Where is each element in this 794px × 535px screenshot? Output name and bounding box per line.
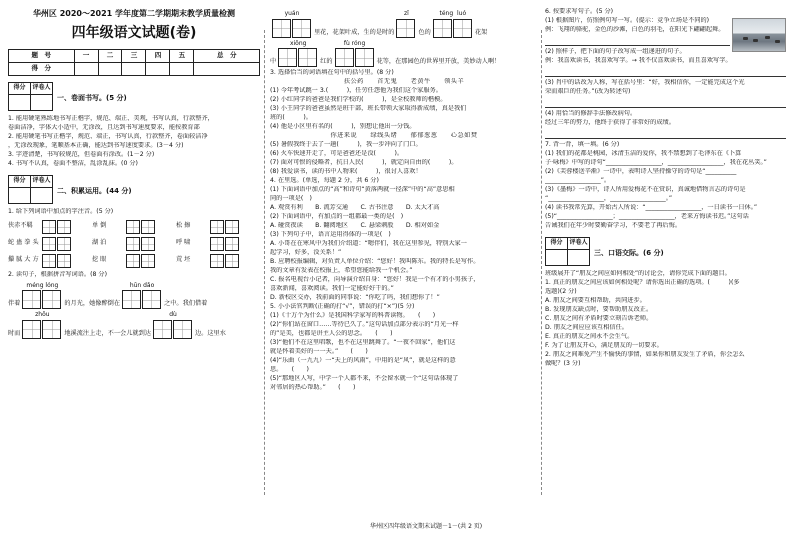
score-head: 三 — [122, 49, 146, 62]
answer-line[interactable] — [545, 99, 786, 108]
q5-item: 对邻居的热心帮助。” ( ) — [270, 383, 356, 391]
q6-item: (1) 根据图片，仿照例句写一写。(提示：竞争立场是不同的) — [545, 16, 710, 24]
pinyin-label: zhōu — [35, 311, 50, 319]
s3-line: 2. 朋友之间难免产生不愉快的事情，如果你和朋友发生了矛盾，你会怎么 — [545, 350, 745, 358]
score-cell[interactable] — [194, 62, 260, 75]
q3-item: (3) 小王同学的爸爸虽然是班干部，班长带领大家取得新成绩，真是我们 — [270, 105, 467, 113]
q3-item: 班的( )。 — [270, 114, 312, 122]
q4-item: 同的一项是( ) — [270, 195, 312, 203]
word-bank-1: 扶公药 首无鬼 老黄牛 领头羊 — [343, 78, 465, 86]
answer-box[interactable] — [433, 19, 452, 38]
answer-box[interactable] — [272, 19, 291, 38]
q6-item: (4) 用恰当的修辞手法修改病句。 — [545, 109, 637, 117]
q4-item: (1) 下面词语中加点的“高”和诗句“黄落两就一径深”中的“高”意思相 — [270, 186, 455, 194]
q7-item: “__________________，__________________。” — [545, 194, 673, 202]
answer-box[interactable] — [453, 19, 472, 38]
score-cell[interactable] — [170, 62, 194, 75]
grader-score-cell[interactable] — [9, 94, 31, 110]
q4-item: D. 新校区交办，我前面的同事说：“你吃了吗，我们想你了！” — [270, 293, 440, 301]
answer-box[interactable] — [210, 220, 224, 234]
answer-box[interactable] — [141, 254, 155, 268]
sentence-text: 色的 — [418, 28, 431, 36]
grader-name-label: 评卷人 — [568, 237, 590, 249]
answer-box[interactable] — [210, 237, 224, 251]
word: 荒 坯 — [176, 256, 191, 264]
sentence-text: 花等，在那园色的世界里开放，美妙动人啊！ — [376, 58, 501, 66]
q3-item: (7) 面对可恨的侵略者，抗日人民( )，就定向自由的( )。 — [270, 159, 458, 167]
s3-line: 1. 真正的朋友之间应该如何相处呢？请你选出正确的选项。( )(多 — [545, 278, 740, 286]
pinyin-sentence-3 — [270, 10, 538, 38]
answer-box[interactable] — [396, 19, 415, 38]
q4-item: (3) 下列句子中，语言运用得体的一项是( ) — [270, 231, 391, 239]
answer-box[interactable] — [355, 48, 374, 67]
grader-score-cell[interactable] — [9, 187, 31, 203]
q6-item: (3) 肖中的话改为人称，写在括号里：“好，我相信你，一定能完成这个光 — [545, 78, 745, 86]
pinyin-label: méng lóng — [26, 281, 59, 289]
answer-box[interactable] — [126, 220, 140, 234]
exam-header: 华州区 2020～2021 学年度第二学期期末教学质量检测 — [32, 9, 236, 18]
answer-box[interactable] — [42, 320, 61, 339]
sentence-text: 边。这里水 — [195, 330, 226, 338]
pinyin-sentence-1 — [8, 282, 260, 310]
q3-item: (4) 他是小区里有名的( )，别想让他出一分钱。 — [270, 123, 416, 131]
score-label: 得 分 — [9, 62, 75, 75]
sentence-text: 地溪流注上走，不一会儿就到达 — [64, 330, 151, 338]
section-1-title: 一、卷面书写。(5 分) — [57, 93, 127, 102]
answer-line[interactable] — [545, 68, 786, 77]
q6-item: 例：飞翔的骆驼，金色的沙滩，白色的羽毛，在阳光下翩翩起舞。 — [545, 25, 725, 33]
answer-box[interactable] — [153, 320, 172, 339]
q4-item: (1)《十万个为什么》是我国科学家写的科普读物。 ( ) — [270, 311, 436, 319]
q3-item: (8) 我爱读书，读的书中人物来( )，很讨人喜欢！ — [270, 168, 422, 176]
score-head: 一 — [74, 49, 98, 62]
q5-item: (4)“乐曲（一九九）一“天上的风雨”，中用的是“风”，就是这样的意 — [270, 356, 456, 364]
s3-line: 班级展开了“朋友之间应如何相处”的讨论会，请你完成下面的题目。 — [545, 269, 731, 277]
score-cell[interactable] — [122, 62, 146, 75]
answer-box[interactable] — [225, 254, 239, 268]
s3-option: F. 为了让朋友开心，满足朋友的一切要求。 — [545, 341, 663, 349]
q7-item: (1) 我们的花都是桃园，冰清玉洁的爱你，我不禁想到了毛泽东在《卜算 — [545, 149, 742, 157]
q5-item: 的”是美，也都是讲主人公的思念。 ( ) — [270, 329, 393, 337]
q4-item: C. 报名电视台小记者，向导演介绍自身：“您好！我是一个有才的小男孩子， — [270, 276, 480, 284]
answer-box[interactable] — [225, 237, 239, 251]
score-cell[interactable] — [98, 62, 122, 75]
answer-box[interactable] — [335, 48, 354, 67]
column-divider — [264, 30, 265, 495]
score-cell[interactable] — [146, 62, 170, 75]
answer-box[interactable] — [225, 220, 239, 234]
grader-name-label: 评卷人 — [31, 82, 53, 94]
sentence-text: 之中。我们借着 — [164, 300, 208, 308]
q7-item: 告诫我们在年少时要勤奋学习，不要老了再后悔。 — [545, 221, 682, 229]
q7-item: (5)“__________________；__________________，老来方悔读书迟。”这句话 — [545, 212, 749, 220]
q3-item: (6) 火车快速开走了，可是爸爸还是没( )。 — [270, 150, 404, 158]
word-row — [8, 254, 260, 268]
exam-title: 四年级语文试题(卷) — [71, 24, 197, 41]
word: 侠赤不羁 — [8, 222, 33, 230]
q3-item: (2) 小红同学的爸爸是我们学校的( )，是全校教师的楷模。 — [270, 96, 447, 104]
sentence-text: 花架 — [474, 28, 488, 36]
q5-item: (3)“他们不在这里唱歌，也不在这里跳舞了。“一夜不回家”，他们这 — [270, 338, 456, 346]
pinyin-label: dù — [169, 311, 177, 319]
word: 湖 泊 — [92, 239, 107, 247]
question-6: 6. 按要求写句子。(5 分) — [545, 8, 614, 15]
answer-line[interactable] — [545, 37, 730, 46]
q5-item: (2)“你们站在窗口……等待已久了。”这句话加点部分表示的“月光一样 — [270, 320, 459, 328]
grader-name-cell[interactable] — [31, 94, 53, 110]
sec1-line: 1. 能用硬笔熟练地书写正楷字，规范、端正、美观，书写认真，行款整齐， — [8, 114, 214, 122]
grader-score-cell[interactable] — [546, 249, 568, 265]
sec1-line: 2. 能用硬笔书写正楷字，规范、端正，书写认真，行款整齐，卷面较洁净 — [8, 132, 208, 140]
score-cell[interactable] — [74, 62, 98, 75]
grader-score-label: 得分 — [9, 175, 31, 187]
column-left — [8, 8, 260, 517]
section-3-title: 三、口语交际。(6 分) — [594, 248, 664, 257]
column-right — [545, 8, 786, 517]
word: 呼 啸 — [176, 239, 191, 247]
q7-item: __________________”。 — [545, 176, 611, 184]
s3-line: 做呢？(3 分) — [545, 359, 581, 367]
grader-name-cell[interactable] — [568, 249, 590, 265]
grader-name-cell[interactable] — [31, 187, 53, 203]
s3-option: D. 朋友之间应应该互相信任。 — [545, 323, 628, 331]
desert-photo — [732, 18, 786, 52]
s3-option: B. 发现朋友缺点时，要帮助朋友改正。 — [545, 305, 653, 313]
section-2-title: 二、积累运用。(44 分) — [57, 186, 132, 195]
grader-score-label: 得分 — [546, 237, 568, 249]
sentence-text: 里花，花架叶成，生的是时的 — [314, 28, 395, 36]
word: 蛇 蛊 拳 头 — [8, 239, 39, 247]
q7-item: (4) 读书我常先算，开始古人所说：“__________________，一日读书一日休。” — [545, 203, 758, 211]
answer-box[interactable] — [126, 254, 140, 268]
pinyin-label: téng — [439, 10, 454, 17]
question-2: 2. 读句子，根据拼音写词语。(8 分) — [8, 270, 108, 278]
grader-name-label: 评卷人 — [31, 175, 53, 187]
word-row — [8, 220, 260, 234]
pinyin-label: hūn dǎo — [129, 281, 155, 289]
sec1-line: 4. 书写不认真，卷面不整洁，乱涂乱抹。(0 分) — [8, 159, 138, 167]
word: 挖 眼 — [92, 256, 107, 264]
s3-option: E. 真正的朋友之间永不会生气。 — [545, 332, 634, 340]
score-head: 五 — [170, 49, 194, 62]
q4-item: A. 小哥在在寒风中为我们介绍道：“嗯伴们，我在这里参见，特别大家一 — [270, 240, 467, 248]
sentence-text: 红的 — [320, 58, 333, 66]
sentence-text: 中 — [270, 58, 277, 66]
s3-option: A. 朋友之间要互相帮助，共同进步。 — [545, 296, 646, 304]
answer-box[interactable] — [141, 237, 155, 251]
question-3: 3. 选择恰当的词语填在句中的括号里。(8 分) — [270, 69, 394, 77]
answer-box[interactable] — [22, 290, 41, 309]
q6-item: 经过三年的努力，他终于获得了非常好的成绩。 — [545, 118, 675, 126]
answer-line[interactable] — [545, 130, 786, 139]
column-middle — [270, 8, 538, 517]
sentence-text: 时而 — [8, 330, 21, 338]
pinyin-label: fù — [343, 39, 350, 47]
s3-line: 选题)(2 分) — [545, 287, 577, 295]
sentence-text: 的月光，她像醉倒在 — [64, 300, 121, 308]
answer-box[interactable] — [298, 48, 317, 67]
score-head: 二 — [98, 49, 122, 62]
sec1-line: ，无涂改现象，笔顺基本正确，能达到书写速度要求。(3－4 分) — [8, 141, 184, 149]
answer-box[interactable] — [126, 237, 140, 251]
grader-box-2 — [8, 175, 260, 204]
answer-box[interactable] — [173, 320, 192, 339]
q4-item: 5. 小小法官判断(正确的打“√”，错误的打“×”)(5 分) — [270, 302, 415, 310]
q4-item: 喜欢新闻，喜欢阅读。我们一定能好好干的。” — [270, 285, 394, 292]
column-divider — [541, 30, 542, 495]
q4-item: 起学习，好多，没关系！” — [270, 249, 342, 257]
grader-score-label: 得分 — [9, 82, 31, 94]
q5-item: (5)“那地区人写，中学一个人都不来，不会留水就一个“这句话体现了 — [270, 374, 459, 382]
q7-item: (3)《墨梅》一诗中，诗人所用爱梅花不在赏识，真诚地借物言志的诗句是 — [545, 185, 746, 193]
answer-box[interactable] — [42, 220, 56, 234]
answer-box[interactable] — [42, 290, 61, 309]
pinyin-sentence-4 — [270, 40, 538, 68]
score-head: 题 号 — [9, 49, 75, 62]
answer-box[interactable] — [210, 254, 224, 268]
answer-box[interactable] — [292, 19, 311, 38]
q4-item: 我的文章有发表在校报上，希望您能给我一个机会。” — [270, 267, 413, 275]
word: 单 倒 — [92, 222, 107, 230]
pinyin-label: yuán — [284, 10, 300, 17]
answer-box[interactable] — [22, 320, 41, 339]
answer-box[interactable] — [57, 220, 71, 234]
score-head: 四 — [146, 49, 170, 62]
answer-box[interactable] — [57, 254, 71, 268]
q4-item: A. 观赏有利 B. 流芳交通 C. 古书注意 D. 太大才高 — [270, 204, 440, 212]
word: 攥 腻 大 方 — [8, 256, 39, 264]
q4-item: (2) 下面词语中，有加点的一组都最一类的是( ) — [270, 213, 404, 221]
score-table — [8, 49, 260, 76]
q4-item: B. 应聘校报编辑，对负责人单位介绍：“您好！我叫陈东。我的特长是写作。 — [270, 258, 480, 266]
answer-box[interactable] — [42, 237, 56, 251]
q7-item: (2)《芙蓉楼送辛渐》一诗中，表明诗人坚持操守的诗句是“__________ — [545, 167, 737, 175]
word-bank-2: 你进来说 绿线头绪 郁郁葱葱 心急如焚 — [330, 132, 478, 140]
q4-item: A. 碰赏夜读 B. 翻阅地区 C. 悬梁刺股 D. 相对如金 — [270, 222, 440, 230]
score-head: 总 分 — [194, 49, 260, 62]
q6-item: 荣而艰巨的任务。”(改为转述句) — [545, 87, 631, 95]
answer-box[interactable] — [141, 220, 155, 234]
pinyin-label: xiōng — [289, 39, 307, 47]
answer-box[interactable] — [42, 254, 56, 268]
q3-item: (1) 今年考试跳一 3.( )，任劳任怨他为我们这个家服务。 — [270, 87, 442, 95]
answer-box[interactable] — [122, 290, 141, 309]
sentence-text: 伴着 — [8, 300, 21, 308]
pinyin-label: luó — [456, 10, 467, 17]
q6-item: 例：我喜欢读书，我喜欢写字。→ 我不仅喜欢读书，而且喜欢写字。 — [545, 56, 732, 64]
pinyin-label: zǐ — [404, 10, 409, 17]
question-4: 4. 在里选。(单选，每题 2 分，共 6 分) — [270, 177, 379, 185]
question-7: 7. 背一背，填一填。(6 分) — [545, 140, 620, 148]
grader-box-3 — [545, 237, 786, 266]
answer-box[interactable] — [142, 290, 161, 309]
sec1-line: 卷面洁净，字体大小适中，无涂改，且达到书写速度要求，能按教育部 — [8, 123, 200, 131]
page-footer: 华州区四年级语文期末试题－1－(共 2 页) — [370, 523, 483, 531]
answer-box[interactable] — [278, 48, 297, 67]
q5-item: 就是怀着美好的一一天。” ( ) — [270, 347, 368, 355]
sec1-line: 3. 字迹清楚，书写较规范，但卷面有涂改。(1－2 分) — [8, 150, 155, 158]
q5-item: 思。 ( ) — [270, 365, 309, 373]
grader-box-1 — [8, 82, 260, 111]
pinyin-sentence-2 — [8, 311, 260, 339]
word: 松 擦 — [176, 222, 191, 230]
q6-item: (2) 照样子，把下面的句子改写成一组递进的句子。 — [545, 47, 686, 55]
q7-item: 子·咏梅》中写的诗句“__________________，__________________，我在花丛笑。” — [545, 158, 767, 166]
pinyin-label: róng — [351, 39, 366, 47]
question-1: 1. 给下列词语中加点的字注音。(5 分) — [8, 207, 114, 215]
s3-option: C. 朋友之间有矛盾时要立刻告诉老师。 — [545, 314, 653, 322]
word-row — [8, 237, 260, 251]
q3-item: (5) 暑假我终于去了一趟( )，我一步冲向了门口。 — [270, 141, 422, 149]
answer-box[interactable] — [57, 237, 71, 251]
